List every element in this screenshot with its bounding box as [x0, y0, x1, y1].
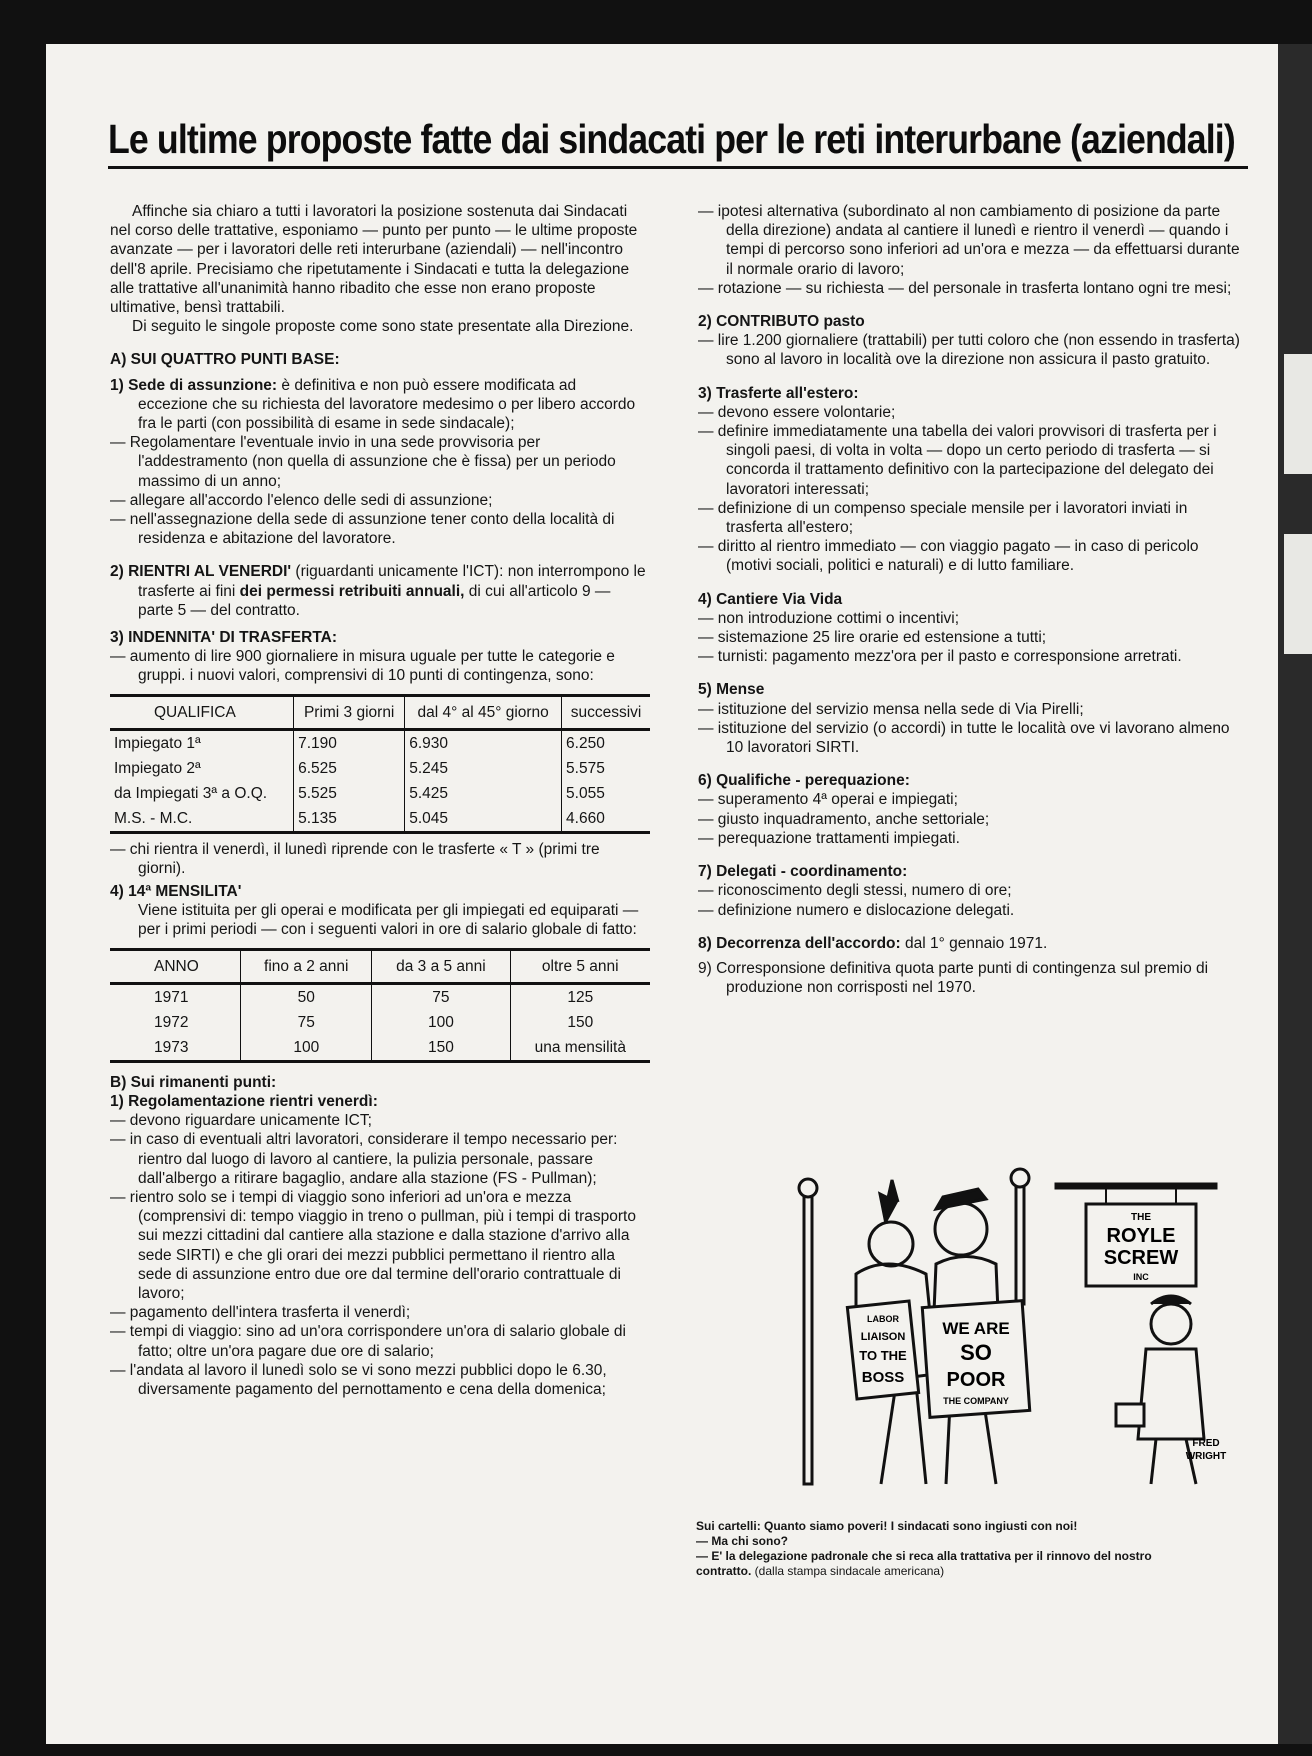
table-cell: 100 [372, 1010, 510, 1035]
b1-heading: 1) Regolamentazione rientri venerdì: [110, 1092, 378, 1110]
table-row [110, 756, 650, 781]
table-cell: 150 [510, 1010, 650, 1035]
r-dash-2: — rotazione — su richiesta — del personale in trasferta lontano ogni tre mesi; [698, 279, 1232, 297]
table-header: ANNO [110, 949, 241, 983]
b1-dash-5: — tempi di viaggio: sino ad un'ora corrispondere un'ora di salario globale di fatto; oltre un'ora pagare due ore di salario; [110, 1323, 626, 1360]
item-2-dash-1: — lire 1.200 giornaliere (trattabili) per tutti coloro che (non essendo in trasferta) sono al lavoro in località ove la direzione non assicura il pasto gratuito. [698, 332, 1240, 369]
caption-label: Sui cartelli: [696, 1519, 761, 1533]
table-row [110, 729, 650, 756]
item-7-dash-1: — riconoscimento degli stessi, numero di ore; [698, 882, 1012, 900]
table-cell: 150 [372, 1035, 510, 1062]
sign-text: LABOR [867, 1314, 899, 1324]
caption-line-1: Quanto siamo poveri! I sindacati sono ingiusti con noi! [760, 1519, 1078, 1533]
item-6-dash-1: — superamento 4ª operai e impiegati; [698, 791, 958, 809]
point-1 [110, 376, 650, 434]
point-2 [110, 562, 650, 620]
table-cell: 5.045 [405, 806, 562, 833]
item-6-heading: 6) Qualifiche - perequazione: [698, 772, 910, 790]
item-3-dash-2: — definire immediatamente una tabella dei valori provvisori di trasferta per i singoli paesi, di volta in volta — dopo un certo periodo di trasferta — si concorda il trattamento definitivo con la partecipazione del delegato dei lavoratori interessati; [698, 423, 1217, 498]
table-row [110, 806, 650, 833]
sign-text: THE COMPANY [943, 1396, 1009, 1406]
b1-dash-2: — in caso di eventuali altri lavoratori, considerare il tempo necessario per: rientro dal luogo di lavoro al cantiere, la pulizia personale, passare dall'albergo a ritirare bagaglio, andare alla stazione (FS - Pullman); [110, 1131, 618, 1187]
table-cell: 75 [241, 1010, 372, 1035]
sign-text: THE [1131, 1212, 1151, 1223]
sign-text: LIAISON [860, 1331, 906, 1343]
item-8-heading: 8) Decorrenza dell'accordo: [698, 934, 901, 952]
point-1-text: è definitiva e non può essere modificata ad eccezione che su richiesta del lavoratore medesimo o per libero accordo fra le parti (con possibilità di esame in sede sindacale); [138, 376, 636, 433]
item-3-heading: 3) Trasferte all'estero: [698, 384, 859, 402]
company-sign [1086, 1188, 1196, 1286]
adjacent-page-edge [1278, 44, 1312, 1744]
allowance-table [110, 694, 650, 834]
point-4-text: Viene istituita per gli operai e modificata per gli impiegati ed equiparati — per i primi periodi — con i seguenti valori in ore di salario globale di fatto: [138, 902, 639, 939]
point-1-dash-2: — allegare all'accordo l'elenco delle sedi di assunzione; [110, 491, 493, 509]
sign-text: SCREW [1103, 1247, 1179, 1269]
point-2-heading: 2) RIENTRI AL VENERDI' [110, 563, 292, 581]
table-cell: 5.245 [405, 756, 562, 781]
sign-text: WE ARE [942, 1319, 1010, 1338]
page-title: Le ultime proposte fatte dai sindacati per le reti interurbane (aziendali) [108, 116, 1235, 162]
table-row [110, 781, 650, 806]
point-4-heading: 4) 14ª MENSILITA' [110, 883, 242, 901]
item-7-heading: 7) Delegati - coordinamento: [698, 863, 908, 881]
item-2-heading: 2) CONTRIBUTO pasto [698, 313, 865, 331]
caption-source: (dalla stampa sindacale americana) [751, 1564, 945, 1578]
table-header: QUALIFICA [110, 695, 294, 729]
poor-sign [922, 1301, 1029, 1418]
caption-line-2: — Ma chi sono? [696, 1534, 789, 1548]
table-cell: 5.575 [562, 756, 650, 781]
left-column [110, 202, 650, 1399]
table-cell: 5.055 [562, 781, 650, 806]
item-4-dash-1: — non introduzione cottimi o incentivi; [698, 609, 960, 627]
table-row [110, 983, 650, 1010]
table-cell: 100 [241, 1035, 372, 1062]
intro-paragraph: Affinche sia chiaro a tutti i lavoratori la posizione sostenuta dai Sindacati nel corso delle trattative, esponiamo — punto per punto — le ultime proposte avanzate — per i lavoratori delle reti interurbane (aziendali) — nell'incontro dell'8 aprile. Precisiamo che ripetutamente i Sindacati e tutta la delegazione alle trattative all'unanimità hanno ribadito che esse non erano proposte ultimative, bensì trattabili. [110, 203, 638, 317]
table-cell: 50 [241, 983, 372, 1010]
point-3-dash-1: — aumento di lire 900 giornaliere in misura uguale per tutte le categorie e gruppi. i nuovi valori, comprensivi di 10 punti di contingenza, sono: [110, 648, 615, 685]
table-cell: 6.930 [405, 729, 562, 756]
table-cell: 7.190 [294, 729, 405, 756]
b1-dash-3: — rientro solo se i tempi di viaggio sono inferiori ad un'ora e mezza (comprensivi di: tempo viaggio in treno o pullman, più i tempi di trasporto sui mezzi cittadini dal cantiere alla stazione e dalla stazione d'arrivo alla sede SIRTI) e che gli orari dei mezzi pubblici permettano il rientro alla sede di assunzione entro due ore dal termine dell'orario contrattuale di lavoro; [110, 1188, 636, 1302]
table-cell: 5.525 [294, 781, 405, 806]
table-header: fino a 2 anni [241, 949, 372, 983]
table-cell: 1971 [154, 988, 189, 1006]
signature-text: FRED [1192, 1438, 1220, 1449]
table-cell: 5.135 [294, 806, 405, 833]
table-row [110, 1035, 650, 1062]
item-4-dash-3: — turnisti: pagamento mezz'ora per il pasto e corresponsione arretrati. [698, 648, 1182, 666]
artist-signature [1186, 1438, 1227, 1462]
item-5-dash-1: — istituzione del servizio mensa nella sede di Via Pirelli; [698, 700, 1084, 718]
item-5-heading: 5) Mense [698, 681, 765, 699]
sign-text: BOSS [861, 1369, 905, 1386]
table-cell: 1973 [110, 1035, 241, 1062]
table-cell: 125 [510, 983, 650, 1010]
signature-text: WRIGHT [1185, 1451, 1227, 1462]
mensilita-table [110, 948, 650, 1063]
caption-line-3: — E' la delegazione padronale che si reca alla trattativa per il rinnovo del nostro contratto. [696, 1549, 1152, 1578]
b1-dash-1: — devono riguardare unicamente ICT; [110, 1112, 372, 1130]
item-5-dash-2: — istituzione del servizio (o accordi) in tutte le località ove vi lavorano almeno 10 lavoratori SIRTI. [698, 719, 1230, 757]
b1-dash-4: — pagamento dell'intera trasferta il venerdì; [110, 1304, 411, 1322]
item-9: 9) Corresponsione definitiva quota parte punti di contingenza sul premio di produzione non corrisposti nel 1970. [698, 959, 1209, 997]
table-cell: 6.525 [294, 756, 405, 781]
point-3-dash-2: — chi rientra il venerdì, il lunedì riprende con le trasferte « T » (primi tre giorni). [110, 840, 600, 877]
r-dash-1: — ipotesi alternativa (subordinato al non cambiamento di posizione da parte della direzione) andata al cantiere il lunedì e rientro il venerdì — quando i tempi di percorso sono inferiori ad un'ora e mezza — da effettuarsi durante il normale orario di lavoro; [698, 203, 1240, 278]
item-3-dash-1: — devono essere volontarie; [698, 403, 896, 421]
item-3-dash-4: — diritto al rientro immediato — con viaggio pagato — in caso di pericolo (motivi sociali, politici e naturali) e di lutto familiare. [698, 538, 1199, 575]
sign-text: SO [960, 1340, 992, 1365]
point-2-bold: dei permessi retribuiti annuali, [239, 582, 465, 600]
b1-dash-6: — l'andata al lavoro il lunedì solo se vi sono mezzi pubblici dopo le 6.30, diversamente pagamento del pernottamento e cena della domenica; [110, 1361, 607, 1398]
item-6-dash-2: — giusto inquadramento, anche settoriale; [698, 810, 990, 828]
sign-text: TO THE [859, 1348, 907, 1363]
table-header: dal 4° al 45° giorno [405, 695, 562, 729]
table-header: Primi 3 giorni [294, 695, 405, 729]
point-1-dash-1: — Regolamentare l'eventuale invio in una sede provvisoria per l'addestramento (non quella di assunzione che è fissa) per un periodo massimo di un anno; [110, 434, 616, 490]
intro-paragraph-2: Di seguito le singole proposte come sono state presentate alla Direzione. [132, 318, 634, 336]
point-3-heading: 3) INDENNITA' DI TRASFERTA: [110, 629, 337, 647]
table-cell: una mensilità [510, 1035, 650, 1062]
sign-text: INC [1133, 1272, 1149, 1282]
sign-text: ROYLE [1106, 1225, 1176, 1247]
table-cell: Impiegato 1ª [114, 734, 201, 752]
table-cell: 5.425 [405, 781, 562, 806]
table-row [110, 1010, 650, 1035]
table-cell: 6.250 [562, 729, 650, 756]
section-b-heading: B) Sui rimanenti punti: [110, 1073, 277, 1091]
section-a-heading: A) SUI QUATTRO PUNTI BASE: [110, 351, 340, 369]
table-cell: 4.660 [562, 806, 650, 833]
item-3-dash-3: — definizione di un compenso speciale mensile per i lavoratori inviati in trasferta all'estero; [698, 499, 1188, 537]
magazine-page [46, 44, 1278, 1744]
title-rule [108, 166, 1248, 169]
item-8 [698, 934, 1248, 953]
labor-sign [847, 1301, 918, 1399]
table-header: da 3 a 5 anni [372, 949, 510, 983]
right-column [698, 202, 1248, 997]
item-4-heading: 4) Cantiere Via Vida [698, 590, 843, 608]
point-1-dash-3: — nell'assegnazione della sede di assunzione tener conto della località di residenza e abitazione del lavoratore. [110, 511, 615, 548]
table-cell: 75 [372, 983, 510, 1010]
sign-text: POOR [946, 1369, 1006, 1391]
table-cell: M.S. - M.C. [110, 806, 294, 833]
table-cell: Impiegato 2ª [114, 759, 201, 777]
table-header: successivi [562, 695, 650, 729]
cartoon-caption [696, 1519, 1186, 1579]
item-6-dash-3: — perequazione trattamenti impiegati. [698, 829, 960, 847]
point-2-text-1: (riguardanti unicamente l'ICT): non interrompono le trasferte ai fini [138, 563, 646, 600]
item-7-dash-2: — definizione numero e dislocazione delegati. [698, 901, 1015, 919]
point-2-text-2: di cui all'articolo 9 — parte 5 — del contratto. [138, 582, 611, 619]
table-cell: da Impiegati 3ª a O.Q. [114, 784, 268, 802]
item-8-text: dal 1° gennaio 1971. [900, 934, 1048, 952]
point-1-heading: 1) Sede di assunzione: [110, 376, 278, 394]
table-header: oltre 5 anni [510, 949, 650, 983]
table-cell: 1972 [154, 1013, 189, 1031]
cartoon-illustration [786, 1154, 1256, 1494]
item-4-dash-2: — sistemazione 25 lire orarie ed estensione a tutti; [698, 629, 1047, 647]
